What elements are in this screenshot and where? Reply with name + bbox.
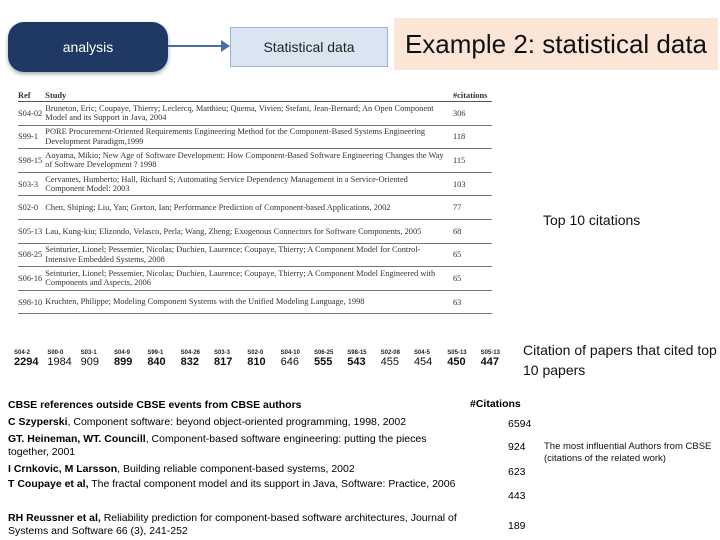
table-row — [18, 102, 492, 126]
paper-citation-count: 447 — [480, 356, 499, 368]
slide-title: Example 2: statistical data — [394, 18, 718, 70]
reference-authors: RH Reussner et al, — [8, 512, 101, 524]
paper-code: S04-5 — [413, 350, 430, 356]
table-row — [18, 244, 492, 268]
paper-citation-count: 810 — [247, 356, 266, 368]
citations-heading: #Citations — [470, 398, 521, 410]
cell-ref: S98-15 — [18, 155, 43, 165]
cell-study: Cervantes, Humberto; Hall, Richard S; Automating Service Dependency Management in a Service-Oriented Component Model: 2003 — [45, 174, 408, 194]
analysis-node: analysis — [8, 22, 168, 72]
cbse-reference — [8, 512, 468, 538]
citation-label: Citation of papers that cited top 10 papers — [523, 342, 717, 378]
cell-citations: 306 — [452, 108, 466, 118]
paper-code: S06-25 — [313, 350, 334, 356]
paper-citation-count: 899 — [113, 356, 133, 368]
paper-citation-count: 840 — [147, 356, 166, 368]
cell-ref: S05-13 — [18, 226, 43, 236]
paper-code: S05-13 — [447, 350, 467, 356]
cell-study: Seinturier, Lionel; Pessemier, Nicolas; Duchien, Laurence; Coupaye, Thierry; A Component Model Engineered with Components and Aspects, 2006 — [45, 268, 436, 288]
paper-code: S02-0 — [247, 350, 264, 356]
cell-citations: 65 — [452, 250, 462, 260]
paper-code: S04-10 — [280, 350, 300, 356]
cbse-reference — [8, 463, 468, 476]
header-ref: Ref — [18, 91, 31, 100]
cell-study: Seinturier, Lionel; Pessemier, Nicolas; Duchien, Laurence; Coupaye, Thierry; A Component Model for Control-Intensive Embedded Systems, 2008 — [45, 245, 421, 264]
paper-citation-count: 454 — [413, 356, 433, 368]
reference-citation-count: 189 — [508, 520, 526, 532]
reference-title: , Building reliable component-based systems, 2002 — [117, 463, 355, 475]
cell-ref: S08-25 — [18, 250, 43, 260]
cell-ref: S04-02 — [18, 108, 43, 118]
paper-citation-count: 450 — [447, 356, 466, 368]
cell-ref: S98-10 — [18, 297, 43, 307]
paper-citation-count: 543 — [347, 356, 366, 368]
paper-code: S00-0 — [47, 350, 64, 356]
cell-citations: 68 — [452, 226, 462, 236]
cell-citations: 103 — [452, 179, 466, 189]
reference-authors: T Coupaye et al, — [8, 478, 89, 490]
cell-ref: S06-16 — [18, 273, 43, 283]
cbse-reference — [8, 416, 468, 429]
header-study: Study — [45, 90, 67, 100]
cell-citations: 118 — [452, 132, 466, 142]
paper-citation-count: 555 — [313, 356, 333, 368]
paper-citation-count: 817 — [213, 356, 233, 368]
paper-code: S04-2 — [14, 350, 31, 356]
reference-authors: I Crnkovic, M Larsson — [8, 463, 118, 475]
cbse-reference — [8, 433, 468, 459]
table-row — [18, 291, 492, 315]
cell-citations: 65 — [452, 273, 462, 283]
cell-ref: S02-0 — [18, 203, 39, 213]
paper-code: S02-08 — [380, 350, 400, 356]
cell-citations: 115 — [452, 155, 466, 165]
table-row — [18, 196, 492, 220]
cell-study: Chen, Shiping; Liu, Yan; Gorton, Ian; Performance Prediction of Component-based Applications, 2002 — [45, 202, 391, 212]
table-header — [18, 88, 492, 102]
header-citations: #citations — [452, 91, 488, 100]
reference-citation-count: 623 — [508, 466, 526, 478]
top10-table — [18, 88, 492, 314]
reference-title: , Component software: beyond object-oriented programming, 1998, 2002 — [67, 416, 407, 428]
paper-citation-count: 1984 — [47, 356, 72, 368]
table-row — [18, 220, 492, 244]
reference-title: Reliability prediction for component-based software architectures, Journal of Systems and Software 66 (3), 241-252 — [8, 512, 457, 537]
statistical-data-node: Statistical data — [230, 27, 388, 67]
table-row — [18, 149, 492, 173]
paper-citation-count: 2294 — [14, 356, 39, 368]
cell-ref: S03-3 — [18, 179, 39, 189]
count-row — [14, 356, 514, 368]
cbse-reference — [8, 478, 468, 491]
influential-note: The most influential Authors from CBSE (citations of the related work) — [544, 441, 712, 464]
cell-study: Kruchten, Philippe; Modeling Component Systems with the Unified Modeling Language, 1998 — [45, 297, 365, 307]
cell-study: Lau, Kung-kiu; Elizondo, Velasco, Perla; Wang, Zheng; Exogenous Connectors for Software Components, 2005 — [45, 226, 422, 236]
paper-code: S03-3 — [213, 350, 230, 356]
cell-study: Aoyama, Mikio; New Age of Software Development: How Component-Based Software Engineering Changes the Way of Software Development ? 1998 — [45, 150, 444, 170]
paper-code: S04-26 — [180, 350, 200, 356]
paper-code: S03-1 — [80, 350, 97, 356]
reference-title: The fractal component model and its support in Java, Software: Practice, 2006 — [88, 478, 456, 490]
paper-citation-count: 832 — [180, 356, 199, 368]
cell-citations: 77 — [452, 203, 462, 213]
cell-ref: S99-1 — [18, 132, 39, 142]
citation-codes — [14, 350, 514, 368]
cell-citations: 63 — [452, 297, 462, 307]
reference-citation-count: 443 — [508, 490, 526, 502]
table-row — [18, 126, 492, 150]
reference-authors: GT. Heineman, WT. Councill — [8, 433, 146, 445]
paper-code: S98-15 — [347, 350, 367, 356]
paper-code: S05-13 — [480, 350, 500, 356]
table-row — [18, 173, 492, 197]
cbse-heading: CBSE references outside CBSE events from CBSE authors — [8, 399, 302, 411]
table-row — [18, 267, 492, 291]
reference-title: , Component-based software engineering: putting the pieces together, 2001 — [8, 433, 427, 458]
paper-citation-count: 455 — [380, 356, 399, 368]
paper-citation-count: 909 — [80, 356, 100, 368]
flow-arrow — [168, 45, 228, 47]
paper-citation-count: 646 — [280, 356, 299, 368]
reference-authors: C Szyperski — [8, 416, 68, 428]
paper-code: S04-9 — [113, 350, 130, 356]
reference-citation-count: 924 — [508, 441, 526, 453]
paper-code: S99-1 — [147, 350, 164, 356]
top10-label: Top 10 citations — [543, 212, 641, 228]
cell-study: Bruneton, Eric; Coupaye, Thierry; Leclercq, Matthieu; Quema, Vivien; Stefani, Jean-Bernard; An Open Component Model and its Support in Java, 2004 — [45, 103, 434, 123]
reference-citation-count: 6594 — [508, 418, 532, 430]
cell-study: PORE Procurement-Oriented Requirements Engineering Method for the Component-Based Systems Engineering Development Paradigm,1999 — [45, 127, 426, 146]
